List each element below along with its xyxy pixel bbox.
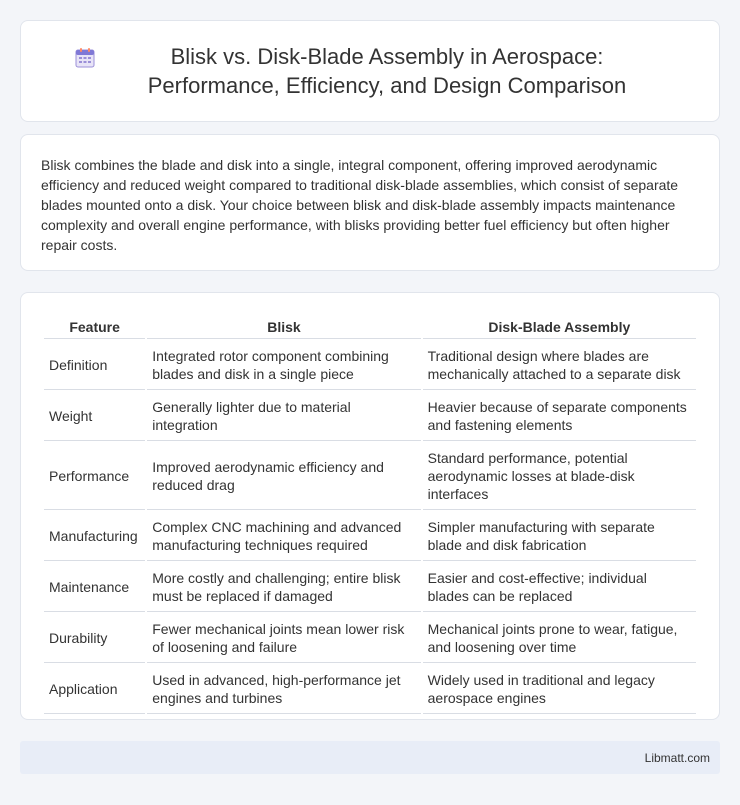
table-header-row: [44, 315, 696, 339]
row-feature: Definition: [44, 341, 145, 390]
calendar-icon: [73, 46, 97, 70]
row-blisk: More costly and challenging; entire blisk must be replaced if damaged: [147, 563, 420, 612]
footer-site-link[interactable]: Libmatt.com: [644, 750, 710, 765]
row-blisk: Improved aerodynamic efficiency and reduced drag: [147, 443, 420, 510]
comparison-table: [42, 313, 698, 716]
row-blisk: Complex CNC machining and advanced manufacturing techniques required: [147, 512, 420, 561]
row-disk-blade: Standard performance, potential aerodynamic losses at blade-disk interfaces: [423, 443, 696, 510]
row-blisk: Fewer mechanical joints mean lower risk of loosening and failure: [147, 614, 420, 663]
table-row: [44, 512, 696, 561]
row-blisk: Generally lighter due to material integration: [147, 392, 420, 441]
row-disk-blade: Simpler manufacturing with separate blade and disk fabrication: [423, 512, 696, 561]
page-title: Blisk vs. Disk-Blade Assembly in Aerospace: Performance, Efficiency, and Design Comparison: [147, 44, 627, 98]
title-card: [20, 20, 720, 122]
row-feature: Maintenance: [44, 563, 145, 612]
row-blisk: Used in advanced, high-performance jet engines and turbines: [147, 665, 420, 714]
row-feature: Performance: [44, 443, 145, 510]
row-feature: Application: [44, 665, 145, 714]
header-feature: Feature: [44, 315, 145, 339]
row-disk-blade: Mechanical joints prone to wear, fatigue, and loosening over time: [423, 614, 696, 663]
row-disk-blade: Easier and cost-effective; individual blades can be replaced: [423, 563, 696, 612]
title-wrap: [73, 42, 667, 100]
header-disk-blade: Disk-Blade Assembly: [423, 315, 696, 339]
row-feature: Weight: [44, 392, 145, 441]
row-feature: Durability: [44, 614, 145, 663]
table-row: [44, 341, 696, 390]
table-row: [44, 614, 696, 663]
intro-paragraph: Blisk combines the blade and disk into a single, integral component, offering improved aerodynamic efficiency and reduced weight compared to traditional disk-blade assemblies, which consist of separate blades mounted onto a disk. Your choice between blisk and disk-blade assembly impacts maintenance complexity and overall engine performance, with blisks providing better fuel efficiency but often higher repair costs.: [41, 157, 679, 253]
table-row: [44, 563, 696, 612]
row-blisk: Integrated rotor component combining blades and disk in a single piece: [147, 341, 420, 390]
row-disk-blade: Traditional design where blades are mechanically attached to a separate disk: [423, 341, 696, 390]
comparison-card: [20, 292, 720, 720]
intro-card: [20, 134, 720, 271]
table-row: [44, 443, 696, 510]
row-disk-blade: Widely used in traditional and legacy aerospace engines: [423, 665, 696, 714]
row-feature: Manufacturing: [44, 512, 145, 561]
table-row: [44, 665, 696, 714]
header-blisk: Blisk: [147, 315, 420, 339]
table-row: [44, 392, 696, 441]
row-disk-blade: Heavier because of separate components and fastening elements: [423, 392, 696, 441]
footer: [20, 741, 720, 774]
